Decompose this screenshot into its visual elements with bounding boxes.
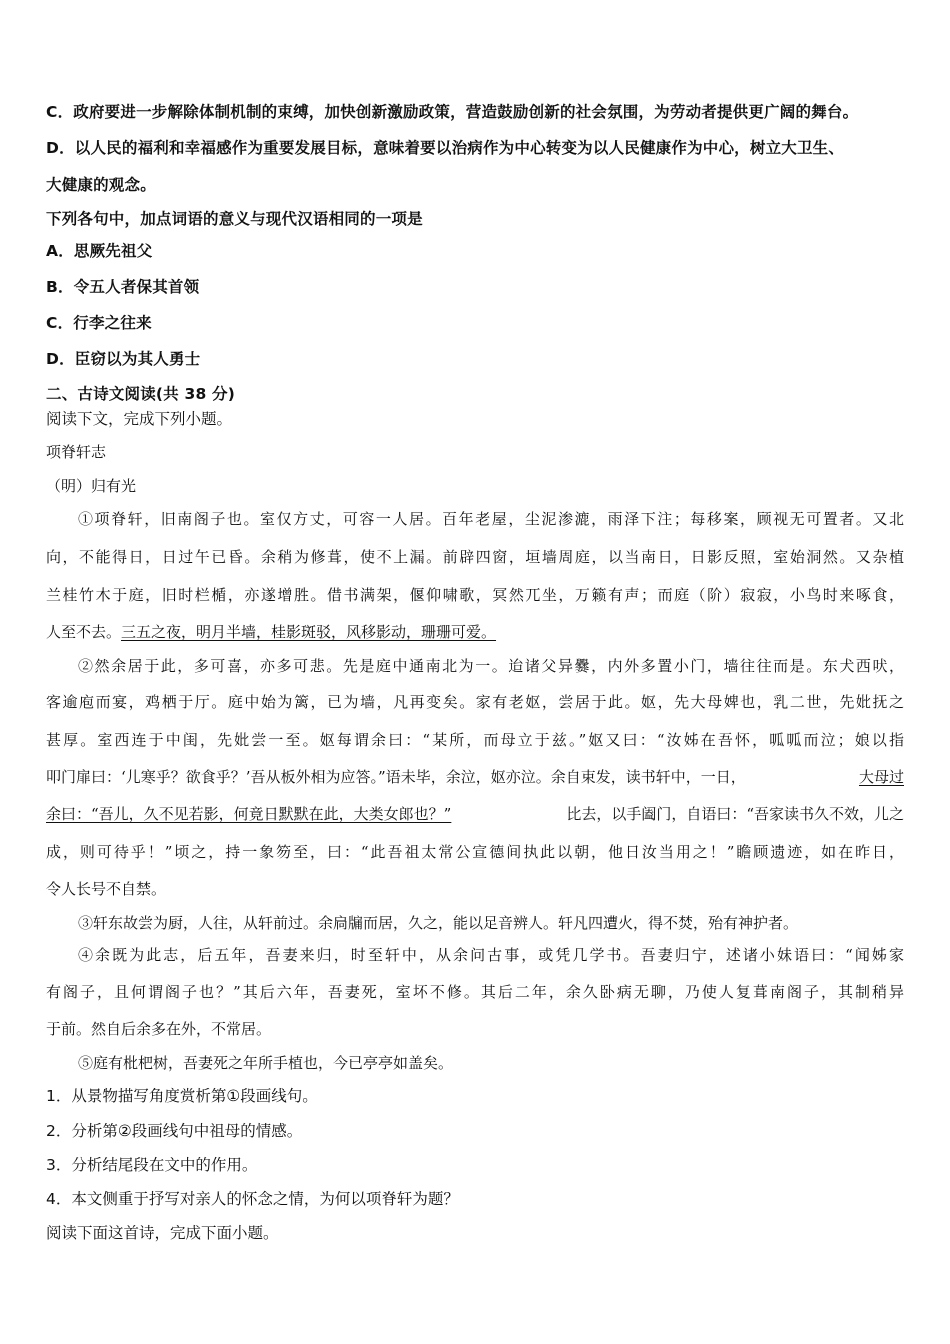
section-heading: 二、古诗文阅读(共 38 分) — [46, 385, 236, 403]
question-option-d: D．臣窃以为其人勇士 — [46, 350, 201, 368]
passage-p4-line2: 有阁子，且何谓阁子也？”其后六年，吾妻死，室坏不修。其后二年，余久卧病无聊，乃使人复葺南阁子，其制稍异 — [46, 983, 904, 1001]
next-instruction: 阅读下面这首诗，完成下面小题。 — [46, 1224, 279, 1242]
passage-p2-line4 — [46, 766, 904, 787]
underlined-sentence-p2-start: 大母过 — [858, 768, 904, 786]
option-d-line2: 大健康的观念。 — [46, 176, 156, 194]
passage-p2-line1: ②然余居于此，多可喜，亦多可悲。先是庭中通南北为一。迨诸父异爨，内外多置小门，墙往往而是。东犬西吠， — [78, 657, 904, 675]
question-3: 3．分析结尾段在文中的作用。 — [46, 1156, 258, 1174]
passage-author: （明）归有光 — [46, 477, 137, 495]
passage-p2-line4-text: 叩门扉曰：‘儿寒乎？欲食乎？’吾从板外相为应答。”语未毕，余泣，妪亦泣。余自束发，读书轩中，一日， — [46, 768, 746, 786]
passage-p2-line2: 客逾庖而宴，鸡栖于厅。庭中始为篱，已为墙，凡再变矣。家有老妪，尝居于此。妪，先大母婢也，乳二世，先妣抚之 — [46, 693, 904, 711]
passage-p1-line3: 兰桂竹木于庭，旧时栏楯，亦遂增胜。借书满架，偃仰啸歌，冥然兀坐，万籁有声；而庭（阶）寂寂，小鸟时来啄食， — [46, 586, 904, 604]
passage-p1-line2: 向，不能得日，日过午已昏。余稍为修葺，使不上漏。前辟四窗，垣墙周庭，以当南日，日影反照，室始洞然。又杂植 — [46, 548, 904, 566]
underlined-sentence-p2-end: 余曰：“吾儿，久不见若影，何竟日默默在此，大类女郎也？” — [46, 805, 452, 823]
passage-p2-line7: 令人长号不自禁。 — [46, 880, 167, 898]
passage-title: 项脊轩志 — [46, 443, 107, 461]
passage-p1-line4-text: 人至不去。 — [46, 623, 122, 641]
passage-p4-line1: ④余既为此志，后五年，吾妻来归，时至轩中，从余问古事，或凭几学书。吾妻归宁，述诸小妹语曰：“闻姊家 — [78, 946, 904, 964]
question-stem: 下列各句中，加点词语的意义与现代汉语相同的一项是 — [46, 210, 423, 228]
question-1: 1．从景物描写角度赏析第①段画线句。 — [46, 1087, 318, 1105]
question-option-c: C．行李之往来 — [46, 314, 152, 332]
passage-p2-line5 — [46, 803, 904, 824]
passage-p2-line3: 甚厚。室西连于中闺，先妣尝一至。妪每谓余曰：“某所，而母立于兹。”妪又曰：“汝姊在吾怀，呱呱而泣；娘以指 — [46, 731, 904, 749]
section-instruction: 阅读下文，完成下列小题。 — [46, 410, 233, 428]
question-4: 4．本文侧重于抒写对亲人的怀念之情，为何以项脊轩为题？ — [46, 1190, 459, 1208]
question-option-a: A．思厥先祖父 — [46, 242, 153, 260]
underlined-sentence-p1: 三五之夜，明月半墙，桂影斑驳，风移影动，珊珊可爱。 — [121, 623, 497, 641]
option-d-line1: D．以人民的福利和幸福感作为重要发展目标，意味着要以治病作为中心转变为以人民健康作为中心，树立大卫生、 — [46, 139, 845, 157]
passage-p3-line1: ③轩东故尝为厨，人往，从轩前过。余扃牖而居，久之，能以足音辨人。轩凡四遭火，得不焚，殆有神护者。 — [78, 914, 799, 932]
passage-p4-line3: 于前。然自后余多在外，不常居。 — [46, 1020, 272, 1038]
passage-p1-line1: ①项脊轩，旧南阁子也。室仅方丈，可容一人居。百年老屋，尘泥渗漉，雨泽下注；每移案，顾视无可置者。又北 — [78, 510, 904, 528]
passage-p2-line6: 成，则可待乎！”顷之，持一象笏至，曰：“此吾祖太常公宣德间执此以朝，他日汝当用之！”瞻顾遗迹，如在昨日， — [46, 843, 904, 861]
passage-p5-line1: ⑤庭有枇杷树，吾妻死之年所手植也，今已亭亭如盖矣。 — [78, 1054, 454, 1072]
option-c-policy: C．政府要进一步解除体制机制的束缚，加快创新激励政策，营造鼓励创新的社会氛围，为劳动者提供更广阔的舞台。 — [46, 103, 859, 121]
question-option-b: B．令五人者保其首领 — [46, 278, 200, 296]
passage-p1-line4 — [46, 621, 496, 642]
passage-p2-line5-text: 比去，以手阖门，自语曰：“吾家读书久不效，儿之 — [566, 805, 904, 823]
question-2: 2．分析第②段画线句中祖母的情感。 — [46, 1122, 303, 1140]
